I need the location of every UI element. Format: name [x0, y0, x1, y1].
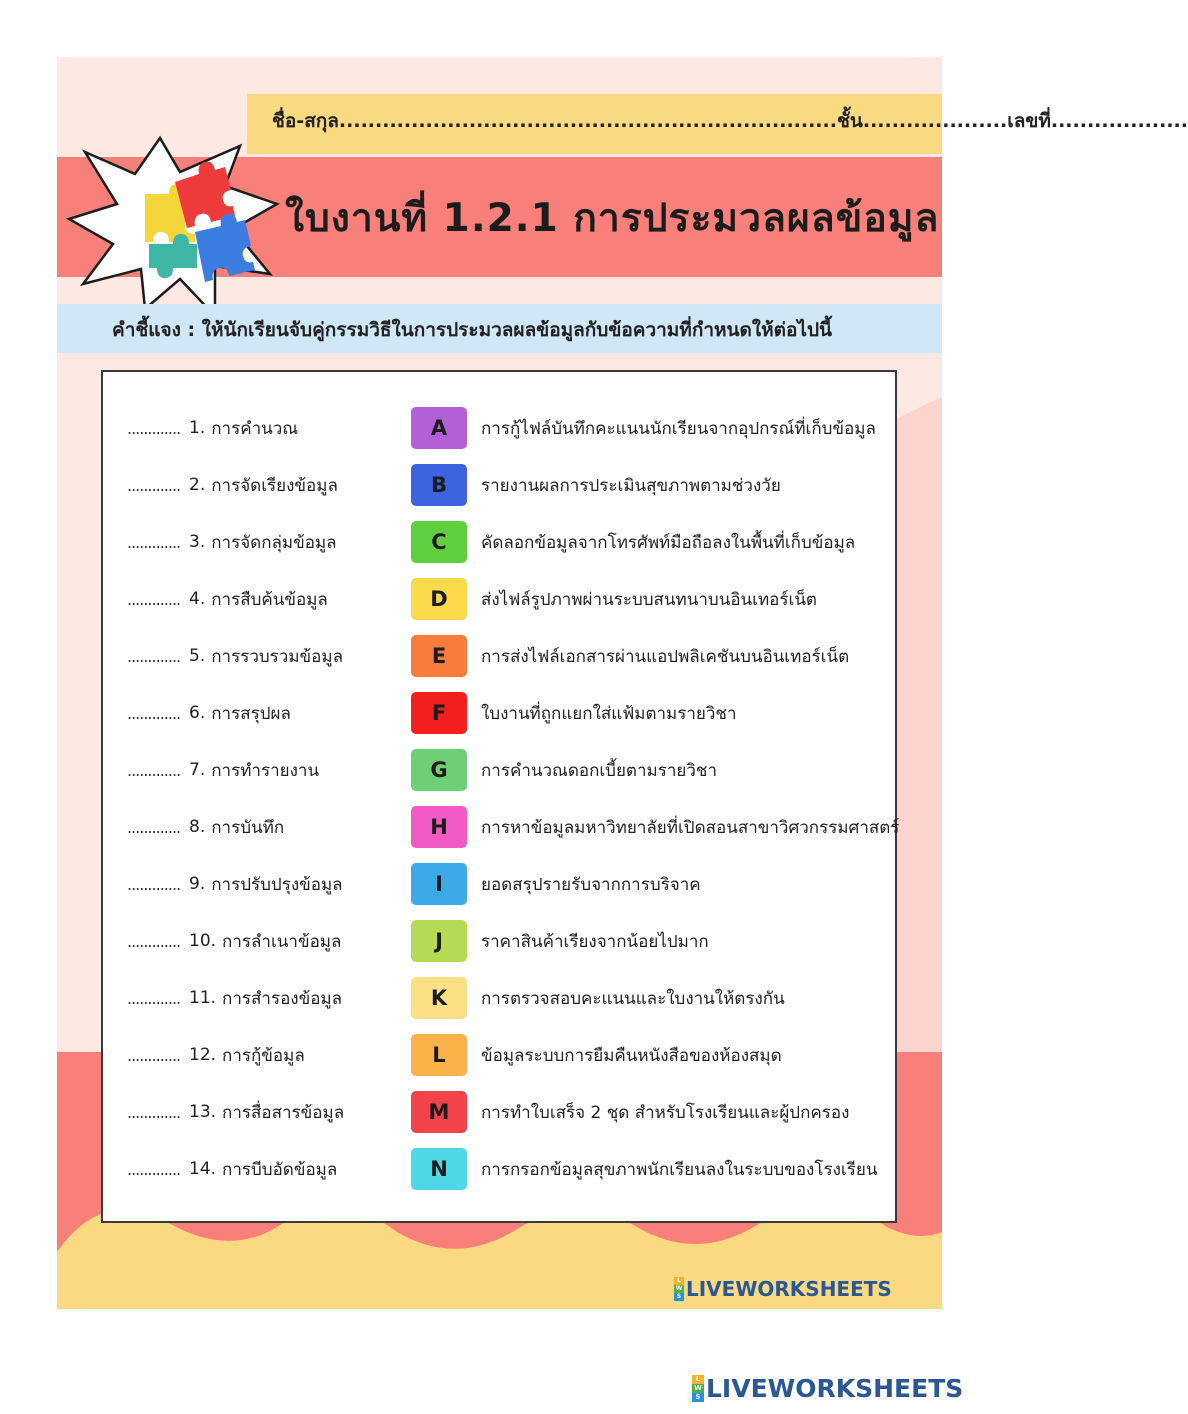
answer-letter-h[interactable]: H	[411, 806, 467, 848]
matching-box	[101, 370, 900, 1223]
question-number: 9.	[189, 874, 206, 894]
liveworksheets-logo-outer[interactable]	[692, 1374, 963, 1403]
answer-blank[interactable]: .............	[127, 1045, 181, 1065]
answer-letter-n[interactable]: N	[411, 1148, 467, 1190]
liveworksheets-mark-icon: L W S	[675, 1277, 683, 1300]
question-row	[127, 693, 291, 733]
answer-letter-b[interactable]: B	[411, 464, 467, 506]
answer-text: การทำใบเสร็จ 2 ชุด สำหรับโรงเรียนและผู้ปกครอง	[481, 1102, 850, 1123]
puzzle-burst-icon	[65, 134, 285, 324]
answer-text: การกู้ไฟล์บันทึกคะแนนนักเรียนจากอุปกรณ์ที่เก็บข้อมูล	[481, 418, 876, 439]
question-number: 2.	[189, 475, 206, 495]
question-row	[127, 1035, 305, 1075]
question-number: 6.	[189, 703, 206, 723]
question-number: 11.	[189, 988, 217, 1008]
question-row	[127, 807, 284, 847]
answer-letter-l[interactable]: L	[411, 1034, 467, 1076]
question-text: การปรับปรุงข้อมูล	[211, 874, 343, 895]
answer-blank[interactable]: .............	[127, 931, 181, 951]
worksheet-title: ใบงานที่ 1.2.1 การประมวลผลข้อมูล	[285, 196, 940, 241]
answer-text: การตรวจสอบคะแนนและใบงานให้ตรงกัน	[481, 988, 785, 1009]
answer-blank[interactable]: .............	[127, 760, 181, 780]
liveworksheets-logo-inner	[674, 1277, 892, 1301]
question-text: การบันทึก	[211, 817, 285, 838]
question-number: 5.	[189, 646, 206, 666]
name-bar	[247, 94, 1188, 154]
instruction-text: คำชี้แจง : ให้นักเรียนจับคู่กรรมวิธีในการประมวลผลข้อมูลกับข้อความที่กำหนดให้ต่อไปนี้	[112, 319, 833, 341]
question-text: การจัดกลุ่มข้อมูล	[211, 532, 337, 553]
question-number: 13.	[189, 1102, 217, 1122]
answer-letter-a[interactable]: A	[411, 407, 467, 449]
question-text: การกู้ข้อมูล	[222, 1045, 305, 1066]
answer-blank[interactable]: .............	[127, 418, 181, 438]
answer-letter-f[interactable]: F	[411, 692, 467, 734]
question-row	[127, 864, 343, 904]
answer-blank[interactable]: .............	[127, 1102, 181, 1122]
question-text: การสื่อสารข้อมูล	[222, 1102, 345, 1123]
brand-name: LIVEWORKSHEETS	[706, 1374, 964, 1403]
answer-letter-m[interactable]: M	[411, 1091, 467, 1133]
liveworksheets-mark-icon: L W S	[692, 1375, 704, 1402]
answer-letter-c[interactable]: C	[411, 521, 467, 563]
answer-text: คัดลอกข้อมูลจากโทรศัพท์มือถือลงในพื้นที่เก็บข้อมูล	[481, 532, 856, 553]
worksheet-page	[57, 57, 1188, 1309]
answer-text: การคำนวณดอกเบี้ยตามรายวิชา	[481, 760, 717, 781]
answer-blank[interactable]: .............	[127, 988, 181, 1008]
question-text: การคำนวณ	[211, 418, 299, 439]
question-number: 12.	[189, 1045, 217, 1065]
answer-letter-e[interactable]: E	[411, 635, 467, 677]
answer-blank[interactable]: .............	[127, 874, 181, 894]
question-number: 7.	[189, 760, 206, 780]
answer-text: ข้อมูลระบบการยืมคืนหนังสือของห้องสมุด	[481, 1045, 782, 1066]
question-number: 10.	[189, 931, 217, 951]
answer-text: การกรอกข้อมูลสุขภาพนักเรียนลงในระบบของโรงเรียน	[481, 1159, 878, 1180]
question-text: การบีบอัดข้อมูล	[222, 1159, 338, 1180]
answer-text: ยอดสรุปรายรับจากการบริจาค	[481, 874, 701, 895]
answer-text: รายงานผลการประเมินสุขภาพตามช่วงวัย	[481, 475, 781, 496]
question-row	[127, 1092, 344, 1132]
question-row	[127, 465, 338, 505]
name-line: ชื่อ-สกุล.....................................................................ชั้น....................เลขที่...................	[272, 110, 1188, 132]
answer-letter-i[interactable]: I	[411, 863, 467, 905]
answer-blank[interactable]: .............	[127, 703, 181, 723]
question-row	[127, 408, 298, 448]
answer-blank[interactable]: .............	[127, 532, 181, 552]
question-number: 3.	[189, 532, 206, 552]
question-row	[127, 921, 341, 961]
question-row	[127, 978, 342, 1018]
question-row	[127, 750, 319, 790]
question-row	[127, 636, 343, 676]
question-text: การสืบค้นข้อมูล	[211, 589, 328, 610]
question-number: 14.	[189, 1159, 217, 1179]
question-text: การจัดเรียงข้อมูล	[211, 475, 338, 496]
answer-letter-k[interactable]: K	[411, 977, 467, 1019]
answer-letter-j[interactable]: J	[411, 920, 467, 962]
instruction-bar	[57, 304, 942, 353]
answer-text: การหาข้อมูลมหาวิทยาลัยที่เปิดสอนสาขาวิศวกรรมศาสตร์	[481, 817, 900, 838]
answer-text: การส่งไฟล์เอกสารผ่านแอปพลิเคชันบนอินเทอร์เน็ต	[481, 646, 850, 667]
answer-blank[interactable]: .............	[127, 589, 181, 609]
answer-blank[interactable]: .............	[127, 817, 181, 837]
question-text: การทำรายงาน	[211, 760, 320, 781]
question-row	[127, 1149, 337, 1189]
answer-blank[interactable]: .............	[127, 646, 181, 666]
answer-blank[interactable]: .............	[127, 475, 181, 495]
question-row	[127, 579, 328, 619]
answer-blank[interactable]: .............	[127, 1159, 181, 1179]
question-text: การสรุปผล	[211, 703, 291, 724]
question-text: การสำรองข้อมูล	[222, 988, 343, 1009]
brand-name: LIVEWORKSHEETS	[686, 1277, 892, 1301]
question-number: 1.	[189, 418, 206, 438]
question-text: การรวบรวมข้อมูล	[211, 646, 344, 667]
answer-text: ราคาสินค้าเรียงจากน้อยไปมาก	[481, 931, 709, 952]
answer-text: ใบงานที่ถูกแยกใส่แฟ้มตามรายวิชา	[481, 703, 737, 724]
answer-letter-d[interactable]: D	[411, 578, 467, 620]
answer-letter-g[interactable]: G	[411, 749, 467, 791]
question-number: 4.	[189, 589, 206, 609]
question-text: การลำเนาข้อมูล	[222, 931, 342, 952]
question-row	[127, 522, 337, 562]
question-number: 8.	[189, 817, 206, 837]
answer-text: ส่งไฟล์รูปภาพผ่านระบบสนทนาบนอินเทอร์เน็ต	[481, 589, 817, 610]
